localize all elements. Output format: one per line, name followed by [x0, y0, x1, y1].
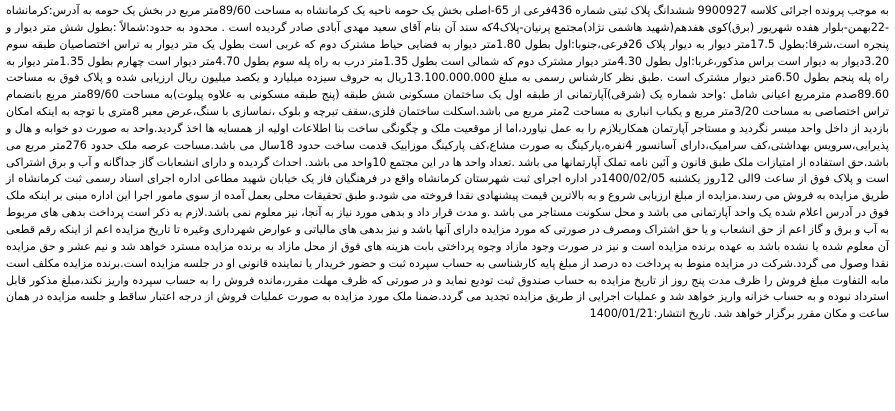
auction-notice-text: به موجب پرونده اجرائی کلاسه 9900927 ششدانگ پلاک ثبتی شماره 436فرعی از 65-اصلی بخش یک حومه ناحیه یک کرمانشاه به مساحت 89/60متر مربع در بخش یک حومه به آدرس:کرمانشاه -22بهمن-بلوار هفده شهریور (برق)کوی هفدهم(شهید هاشمی نژاد)مجتمع پرنیان-پلاک4که سند آن بنام آقای سعید مهدی آبادی صادر گردیده است . محدود به حدود:شمالاً :بطول شش متر دیوار و پنجره است،شرقا:بطول 17.5متر دیوار به دیوار پلاک 26فرعی،جنوبا:اول بطول 1.80متر دیوار به فضایی حیاط مشترک دوم که غربی است بطول یک متر دیوار به تراس اختصاصیان طبقه سوم 3.20دیوار به دیوار است براس مذکور،غربا:اول بطول 4.30متر دیوار مشترک دوم که شمالی است بطول 1.35متر درب به راه پله سوم بطول 4.70متر دیوار است چهارم بطول 1.35متر دیوار به راه پله پنجم بطول 6.50متر دیوار مشترک است .طبق نظر کارشناس رسمی به مبلغ 13.100.000.000ریال به حروف سیزده میلیارد و یکصد میلیون ریال ارزیابی شده و پلاک فوق به مساحت 89.60صدم مترمربع اعیانی شامل :واحد شماره یک (شرقی)آپارتمانی از طبقه اول یک ساختمان مسکونی شش طبقه (پنج طبقه مسکونی به علاوه پیلوت)به مساحت 89/60متر مربع بانضمام تراس اختصاصی به مساحت 3/20متر مربع و یکباب انباری به مساحت 2متر مربع می باشد.اسکلت ساختمان فلزی،سقف تیرچه و بلوک ،نماسازی با سنگ،عرض معبر 8متری با توجه به اینکه امکان بازدید از داخل واحد میسر نگردید و مستاجر آپارتمان همکاریلازم را به عمل نیاورد،اما از موقعیت ملک و چگونگی ساخت بنا اطلاعات اولیه از همسایه ها اخذ گردید.واحد به صورت دو خوابه و هال و پذیرایی،سرویس بهداشتی،کف سرامیک،دارای آسانسور 4نفره،پارکینگ به صورت مشاع،کف پارکینگ موزاییک قدمت ساخت حدود 18سال می باشد.مساحت عرصه ملک حدود 276متر مربع می باشد.حق استفاده از امتیازات ملک طبق قانون و آئین نامه تملک آپارتمانها می باشد .تعداد واحد ها در این مجتمع 10واحد می باشد. احداث گردیده و دارای انشعابات گاز جداگانه و آب و برق اشتراکی است و پلاک فوق از ساعت 9الی 12روز یکشنبه 1400/02/05در اداره اجرای ثبت شهرستان کرمانشاه واقع در فرهنگیان فاز یک خیابان شهید مطاعی اداره اجرای اسناد رسمی ثبت کرمانشاه از طریق مزایده به فروش می رسد.مزایده از مبلغ ارزیابی شروع و به بالاترین قیمت پیشنهادی نقدا فروخته می شود.و طبق تحقیقات محلی بعمل آمده از سوی مامور اجرا این اداره مبنی بر اینکه ملک فوق در آدرس اعلام شده یک واحد آپارتمانی می باشد و محل سکونت مستاجر می باشد .و مدت قرار داد و بدهی مورد نیاز به آنجا، نیز معلوم نمی باشد.لازم به ذکر است پرداخت بدهی های مربوط به آب و برق و گاز اعم از حق انشعاب و یا حق اشتراک ومصرف در صورتی که مورد مزایده دارای آنها باشد و نیز بدهی های مالیاتی و عوارض شهرداری وغیره تا تاریخ مزایده اعم از اینکه رقم قطعی آن معلوم شده یا نشده باشد به عهده برنده مزایده است و نیز در صورت وجود مازاد وجوه پرداختی بابت هزینه های فوق از محل مازاد به برنده مزایده مسترد خواهد شد و نیم عشر و حق مزایده نقدا وصول می گردد.شرکت در مزایده منوط به پرداخت ده درصد از مبلغ پایه کارشناسی به حساب سپرده ثبت و حضور خریدار یا نماینده قانونی او در جلسه مزایده است.برنده مزایده مکلف است مابه التفاوت مبلغ فروش را ظرف مدت پنج روز از تاریخ مزایده به حساب صندوق ثبت تودیع نماید و در صورتی که ظرف مهلت مقرر،مانده فروش را به حساب سپرده واریز نکند،مبلغ مذکور قابل استرداد نبوده و به حساب خزانه واریز خواهد شد و عملیات اجرایی از طریق مزایده تجدید می گردد.ضمنا ملک مورد مزایده به صورت عملیات فروش از درجه اعتبار ساقط و جلسه مزایده در همان ساعت و مکان مقرر برگزار خواهد شد. تاریخ انتشار:1400/01/21: [6, 4, 890, 321]
